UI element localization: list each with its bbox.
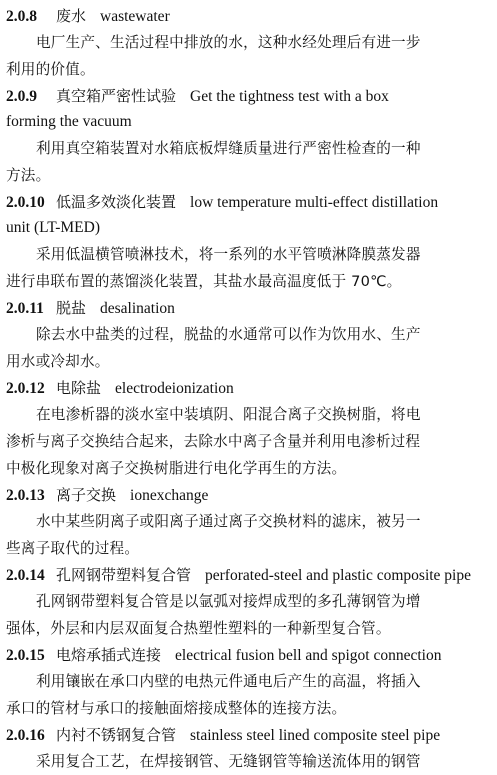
definition-line: 电厂生产、生活过程中排放的水，这种水经处理后有进一步 [36,34,421,51]
term-english: stainless steel lined composite steel pipe [190,727,441,744]
term-number: 2.0.11 [6,300,44,317]
term-heading [6,375,493,401]
definition-line: 采用复合工艺，在焊接钢管、无缝钢管等输送流体用的钢管 [36,753,421,770]
term-entry [6,375,493,482]
term-english: electrodeionization [115,380,234,397]
definition-line: 在电渗析器的淡水室中装填阴、阳混合离子交换树脂，将电 [36,406,421,423]
term-chinese: 脱盐 [56,299,87,317]
definition-line: 利用真空箱装置对水箱底板焊缝质量进行严密性检查的一种 [36,140,421,157]
term-entry [6,482,493,562]
term-chinese: 离子交换 [56,486,117,504]
definition-line: 方法。 [6,167,51,184]
term-heading [6,482,493,508]
definition-line: 采用低温横管喷淋技术，将一系列的水平管喷淋降膜蒸发器 [36,246,421,263]
term-english: electrical fusion bell and spigot connection [175,647,442,664]
term-chinese: 真空箱严密性试验 [56,87,177,105]
term-number: 2.0.10 [6,194,45,211]
definition-line: 孔网钢带塑料复合管是以氩弧对接焊成型的多孔薄钢管为增 [36,593,421,610]
term-chinese: 孔网钢带塑料复合管 [56,566,192,584]
term-number: 2.0.13 [6,487,45,504]
term-english-continued: forming the vacuum [6,113,132,130]
definition-line: 水中某些阴离子或阳离子通过离子交换材料的滤床，被另一 [36,513,421,530]
term-heading [6,562,493,588]
term-english-continued: unit (LT-MED) [6,219,101,236]
definition-line: 中极化现象对离子交换树脂进行电化学再生的方法。 [6,460,347,477]
term-heading [6,189,493,215]
definition-line: 利用的价值。 [6,61,95,78]
term-heading [6,295,493,321]
term-entry [6,295,493,375]
definition-line: 除去水中盐类的过程，脱盐的水通常可以作为饮用水、生产 [36,326,421,343]
term-number: 2.0.14 [6,567,45,584]
definition-line: 渗析与离子交换结合起来，去除水中离子含量并利用电渗析过程 [6,433,421,450]
term-entry [6,3,493,83]
term-chinese: 电熔承插式连接 [56,646,162,664]
term-entry [6,83,493,189]
term-number: 2.0.9 [6,88,37,105]
term-chinese: 内衬不锈钢复合管 [56,726,177,744]
term-chinese: 电除盐 [56,379,102,397]
definition-line: 利用镶嵌在承口内壁的电热元件通电后产生的高温，将插入 [36,673,421,690]
definition-line: 强体，外层和内层双面复合热塑性塑料的一种新型复合管。 [6,620,391,637]
term-heading [6,722,493,748]
term-number: 2.0.8 [6,8,37,25]
term-english: wastewater [100,8,170,25]
glossary-text [6,3,493,775]
term-english: perforated-steel and plastic composite pipe [205,567,471,584]
term-number: 2.0.12 [6,380,45,397]
definition-line: 承口的管材与承口的接触面熔接成整体的连接方法。 [6,700,347,717]
term-heading [6,642,493,668]
term-english: Get the tightness test with a box [190,88,389,105]
definition-line: 些离子取代的过程。 [6,540,140,557]
term-heading [6,3,493,29]
term-number: 2.0.16 [6,727,45,744]
term-english: low temperature multi-effect distillation [190,194,439,211]
term-number: 2.0.15 [6,647,45,664]
definition-line: 用水或冷却水。 [6,353,110,370]
term-entry [6,642,493,722]
term-english: desalination [100,300,175,317]
term-chinese: 废水 [56,7,87,25]
term-entry [6,722,493,775]
term-heading [6,83,493,109]
term-english: ionexchange [130,487,209,504]
term-chinese: 低温多效淡化装置 [56,193,177,211]
definition-line: 进行串联布置的蒸馏淡化装置，其盐水最高温度低于 70℃。 [6,273,402,290]
term-entry [6,189,493,295]
term-entry [6,562,493,642]
